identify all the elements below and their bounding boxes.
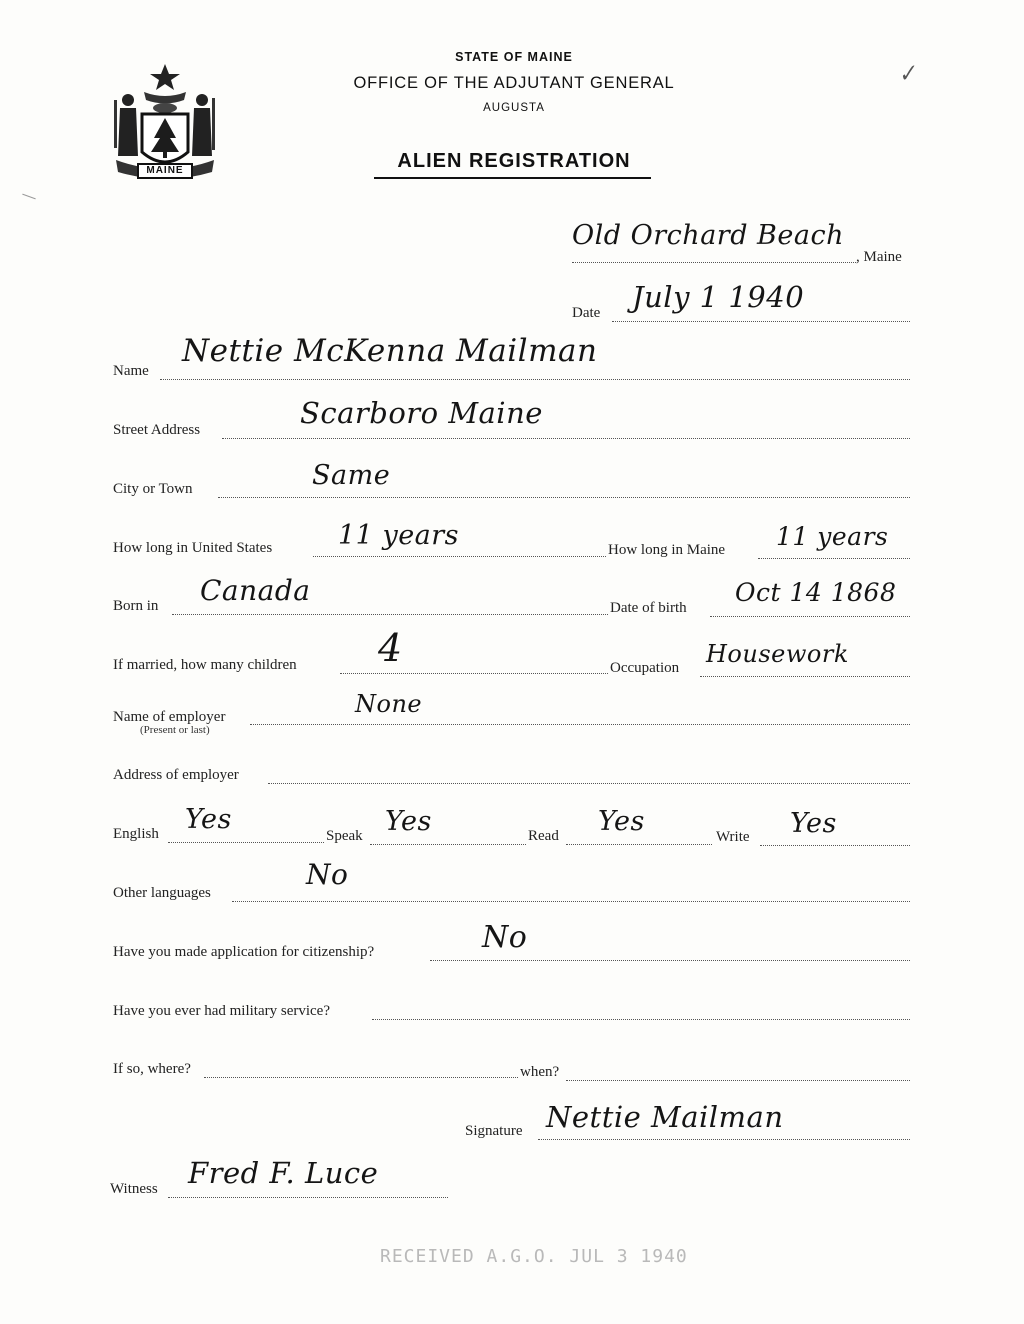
name-value: Nettie McKenna Mailman xyxy=(182,333,598,369)
military-label: Have you ever had military service? xyxy=(113,1003,330,1019)
maine-years-label: How long in Maine xyxy=(608,542,726,558)
office-heading: OFFICE OF THE ADJUTANT GENERAL xyxy=(353,74,675,92)
signature-value: Nettie Mailman xyxy=(546,1100,784,1134)
name-line xyxy=(160,379,910,380)
employer-address-line xyxy=(268,783,910,784)
military-line xyxy=(372,1019,910,1020)
dob-label: Date of birth xyxy=(610,600,687,616)
other-languages-line xyxy=(232,901,910,902)
employer-address-label: Address of employer xyxy=(113,767,239,783)
seal-label: MAINE xyxy=(146,165,184,176)
read-line xyxy=(566,844,712,845)
occupation-value: Housework xyxy=(706,640,849,668)
other-languages-label: Other languages xyxy=(113,885,211,901)
place-suffix: , Maine xyxy=(856,249,902,265)
name-label: Name xyxy=(113,363,149,379)
other-languages-value: No xyxy=(306,858,349,891)
street-label: Street Address xyxy=(113,422,201,438)
occupation-label: Occupation xyxy=(610,660,680,676)
street-value: Scarboro Maine xyxy=(300,396,543,430)
street-line xyxy=(222,438,910,439)
employer-line xyxy=(250,724,910,725)
witness-value: Fred F. Luce xyxy=(188,1156,379,1190)
speak-label: Speak xyxy=(326,828,363,844)
title-underline xyxy=(374,177,651,179)
employer-label: Name of employer xyxy=(113,709,226,725)
where-line xyxy=(204,1077,518,1078)
born-label: Born in xyxy=(113,598,159,614)
edge-mark xyxy=(22,194,35,200)
speak-value: Yes xyxy=(385,806,432,837)
when-label: when? xyxy=(520,1064,560,1080)
write-value: Yes xyxy=(790,808,837,839)
where-label: If so, where? xyxy=(113,1061,191,1077)
maine-years-line xyxy=(758,558,910,559)
form-title: ALIEN REGISTRATION xyxy=(397,150,631,172)
received-stamp: RECEIVED A.G.O. JUL 3 1940 xyxy=(380,1246,688,1267)
read-label: Read xyxy=(528,828,559,844)
place-line xyxy=(572,262,856,263)
dob-value: Oct 14 1868 xyxy=(735,578,897,607)
signature-line xyxy=(538,1139,910,1140)
dob-line xyxy=(710,616,910,617)
us-years-label: How long in United States xyxy=(113,540,273,556)
english-value: Yes xyxy=(185,804,232,835)
children-label: If married, how many children xyxy=(113,657,297,673)
date-label: Date xyxy=(572,305,601,321)
employer-sublabel: (Present or last) xyxy=(140,724,210,736)
read-value: Yes xyxy=(598,806,645,837)
us-years-line xyxy=(313,556,606,557)
city-label: City or Town xyxy=(113,481,193,497)
citizenship-line xyxy=(430,960,910,961)
occupation-line xyxy=(700,676,910,677)
check-mark: ✓ xyxy=(895,60,919,89)
state-heading: STATE OF MAINE xyxy=(455,50,573,64)
speak-line xyxy=(370,844,526,845)
citizenship-value: No xyxy=(482,920,528,955)
when-line xyxy=(566,1080,910,1081)
born-line xyxy=(172,614,608,615)
english-label: English xyxy=(113,826,159,842)
maine-years-value: 11 years xyxy=(776,522,889,551)
city-line xyxy=(218,497,910,498)
born-value: Canada xyxy=(200,574,311,607)
english-line xyxy=(168,842,324,843)
employer-value: None xyxy=(355,690,423,718)
witness-label: Witness xyxy=(110,1181,158,1197)
citizenship-label: Have you made application for citizenship? xyxy=(113,944,375,960)
place-value: Old Orchard Beach xyxy=(572,220,844,251)
write-label: Write xyxy=(716,829,750,845)
date-line xyxy=(612,321,910,322)
witness-line xyxy=(168,1197,448,1198)
children-value: 4 xyxy=(378,626,403,670)
city-value: Same xyxy=(312,460,391,491)
us-years-value: 11 years xyxy=(338,520,460,551)
date-value: July 1 1940 xyxy=(632,280,805,314)
children-line xyxy=(340,673,608,674)
write-line xyxy=(760,845,910,846)
city-heading: AUGUSTA xyxy=(483,102,545,114)
signature-label: Signature xyxy=(465,1123,523,1139)
